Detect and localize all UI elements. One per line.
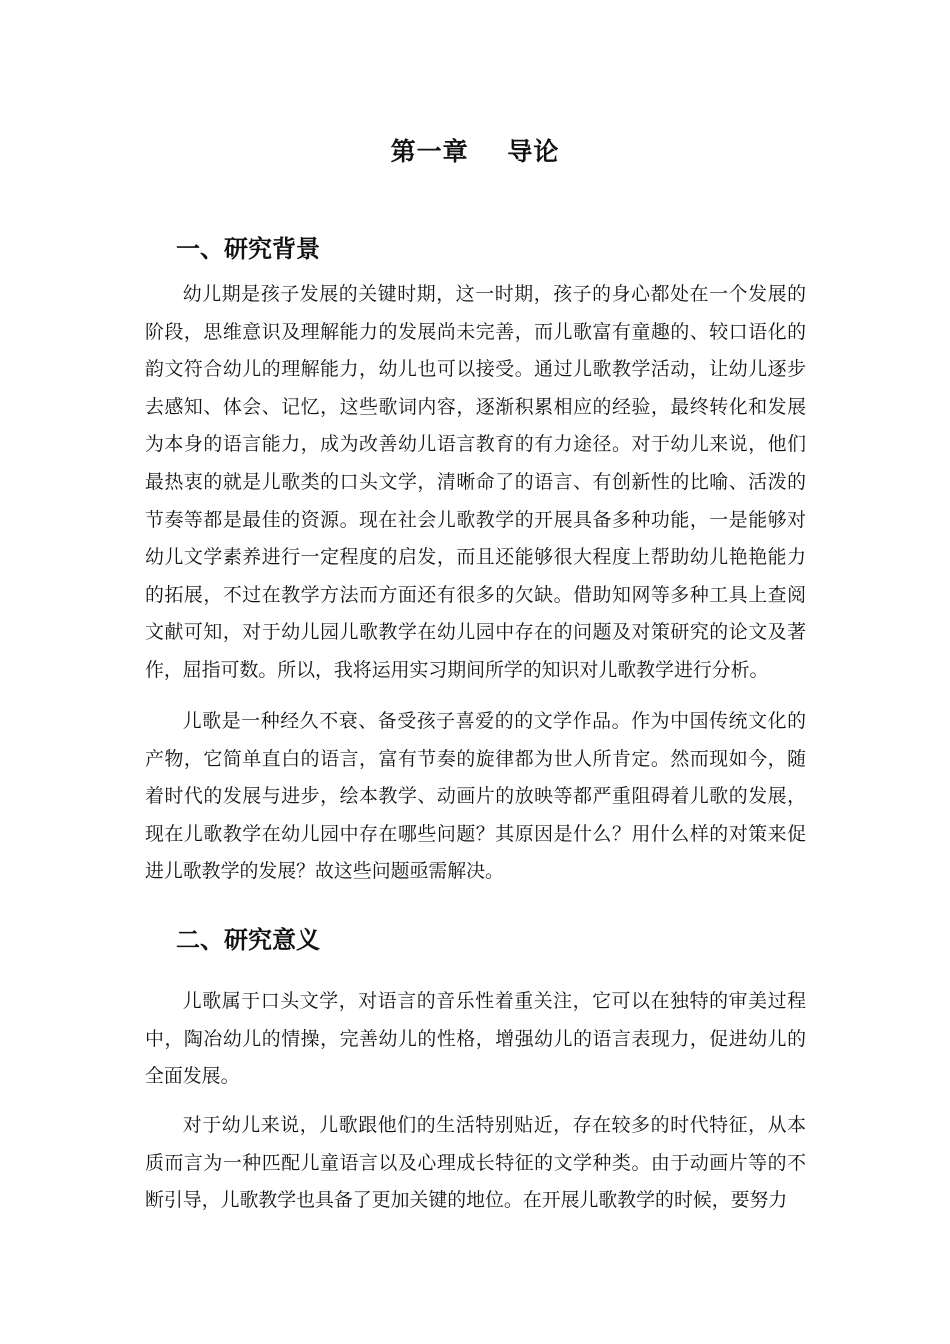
section-heading-significance: 二、研究意义 <box>176 926 320 954</box>
chapter-title: 第一章 导论 <box>390 137 560 166</box>
paragraph-significance-1: 儿歌属于口头文学，对语言的音乐性着重关注，它可以在独特的审美过程中，陶冶幼儿的情操，完善幼儿的性格，增强幼儿的语言表现力，促进幼儿的全面发展。 <box>145 990 806 1088</box>
paragraph-significance-2: 对于幼儿来说，儿歌跟他们的生活特别贴近，存在较多的时代特征，从本质而言为一种匹配儿童语言以及心理成长特征的文学种类。由于动画片等的不断引导，儿歌教学也具备了更加关键的地位。在开展儿歌教学的时候，要努力 <box>145 1114 806 1212</box>
paragraph-background-2: 儿歌是一种经久不衰、备受孩子喜爱的的文学作品。作为中国传统文化的产物，它简单直白的语言，富有节奏的旋律都为世人所肯定。然而现如今，随着时代的发展与进步，绘本教学、动画片的放映等都严重阻碍着儿歌的发展，现在儿歌教学在幼儿园中存在哪些问题？其原因是什么？用什么样的对策来促进儿歌教学的发展？故这些问题亟需解决。 <box>145 710 806 883</box>
paragraph-background-1: 幼儿期是孩子发展的关键时期，这一时期，孩子的身心都处在一个发展的阶段，思维意识及理解能力的发展尚未完善，而儿歌富有童趣的、较口语化的韵文符合幼儿的理解能力，幼儿也可以接受。通过儿歌教学活动，让幼儿逐步去感知、体会、记忆，这些歌词内容，逐渐积累相应的经验，最终转化和发展为本身的语言能力，成为改善幼儿语言教育的有力途径。对于幼儿来说，他们最热衷的就是儿歌类的口头文学，清晰命了的语言、有创新性的比喻、活泼的节奏等都是最佳的资源。现在社会儿歌教学的开展具备多种功能，一是能够对幼儿文学素养进行一定程度的启发，而且还能够很大程度上帮助幼儿艳艳能力的拓展，不过在教学方法而方面还有很多的欠缺。借助知网等多种工具上查阅文献可知，对于幼儿园儿歌教学在幼儿园中存在的问题及对策研究的论文及著作，屈指可数。所以，我将运用实习期间所学的知识对儿歌教学进行分析。 <box>145 283 806 681</box>
section-heading-background: 一、研究背景 <box>176 235 320 263</box>
